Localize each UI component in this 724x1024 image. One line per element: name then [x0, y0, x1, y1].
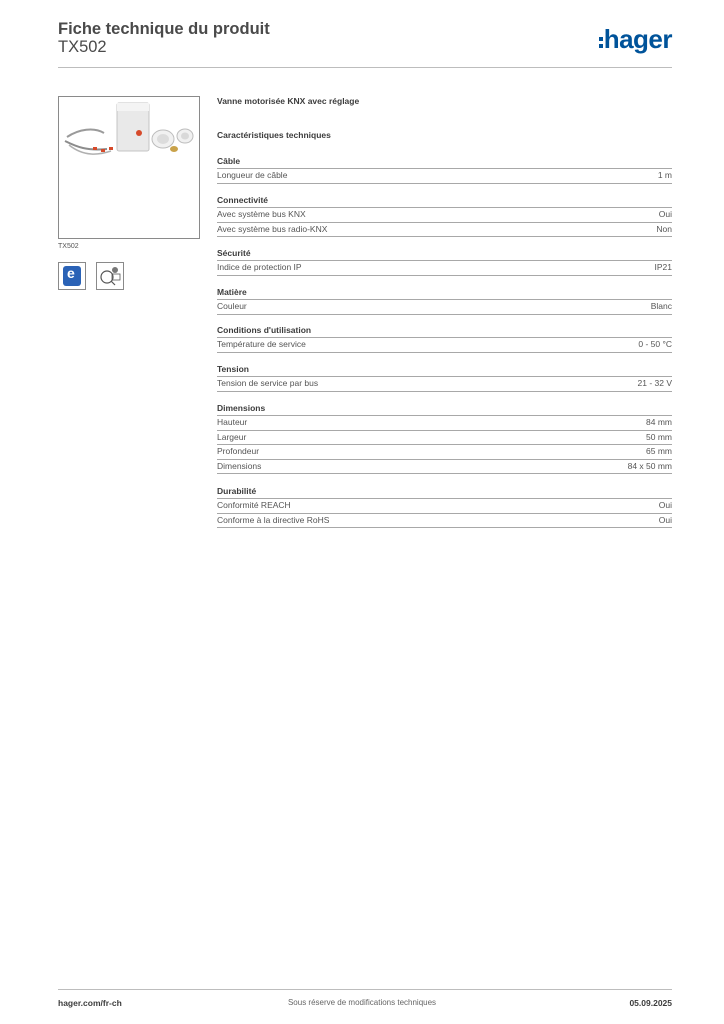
spec-group-divider: [217, 236, 672, 237]
logo-text: hager: [603, 24, 672, 54]
spec-row: [217, 513, 672, 527]
image-caption: TX502: [58, 243, 79, 250]
spec-value: Oui: [658, 209, 672, 219]
spec-value: 65 mm: [646, 446, 672, 456]
spec-label: Hauteur: [217, 417, 248, 427]
spec-label: Tension de service par bus: [217, 378, 319, 388]
spec-row: [217, 498, 672, 512]
service-tool-badge: [96, 262, 124, 290]
spec-label: Conformité REACH: [217, 500, 291, 510]
document-title: Fiche technique du produit: [58, 20, 270, 38]
spec-group-divider: [217, 527, 672, 528]
spec-label: Dimensions: [217, 460, 262, 471]
spec-group-title: Dimensions: [217, 403, 266, 413]
spec-value: 0 - 50 °C: [638, 339, 672, 349]
spec-row: [217, 415, 672, 429]
header-divider: [58, 67, 672, 68]
spec-value: Blanc: [650, 301, 672, 311]
valve-actuator-icon: [59, 97, 199, 238]
spec-row: [217, 430, 672, 444]
product-description: Vanne motorisée KNX avec réglage: [217, 96, 360, 106]
spec-group-title: Durabilité: [217, 486, 257, 496]
product-image: [58, 96, 200, 239]
spec-value: 21 - 32 V: [637, 378, 672, 388]
spec-value: IP21: [654, 262, 672, 272]
spec-label: Avec système bus radio-KNX: [217, 223, 328, 234]
spec-value: 84 x 50 mm: [627, 460, 672, 471]
spec-group-divider: [217, 183, 672, 184]
spec-group-title: Câble: [217, 156, 241, 166]
footer-divider: [58, 989, 672, 990]
spec-row: [217, 444, 672, 458]
spec-row: [217, 168, 672, 182]
spec-group-divider: [217, 314, 672, 315]
ecodesign-icon: [63, 266, 81, 286]
spec-value: Non: [656, 223, 672, 234]
spec-group-title: Matière: [217, 287, 247, 297]
spec-group-divider: [217, 473, 672, 474]
hager-logo: [599, 26, 672, 52]
spec-row: [217, 207, 672, 221]
spec-label: Température de service: [217, 339, 306, 349]
spec-label: Avec système bus KNX: [217, 209, 306, 219]
spec-group-title: Sécurité: [217, 248, 251, 258]
spec-row: [217, 459, 672, 473]
spec-label: Longueur de câble: [217, 170, 288, 180]
service-tool-icon: [97, 263, 123, 289]
spec-label: Profondeur: [217, 446, 260, 456]
spec-row: [217, 260, 672, 274]
spec-label: Largeur: [217, 431, 247, 442]
spec-value: 50 mm: [646, 431, 672, 442]
spec-group-divider: [217, 275, 672, 276]
spec-row: [217, 222, 672, 236]
spec-value: 84 mm: [646, 417, 672, 427]
footer-date: 05.09.2025: [629, 998, 672, 1008]
product-code-title: TX502: [58, 38, 107, 56]
spec-row: [217, 376, 672, 390]
spec-group-divider: [217, 352, 672, 353]
spec-value: Oui: [658, 500, 672, 510]
footer-notice: Sous réserve de modifications techniques: [287, 998, 437, 1007]
spec-group-title: Connectivité: [217, 195, 269, 205]
spec-row: [217, 299, 672, 313]
spec-row: [217, 337, 672, 351]
footer-website: hager.com/fr-ch: [58, 998, 122, 1008]
spec-group-divider: [217, 391, 672, 392]
ecodesign-badge: [58, 262, 86, 290]
spec-value: 1 m: [657, 170, 672, 180]
spec-group-title: Conditions d'utilisation: [217, 325, 312, 335]
logo-dots-icon: [599, 32, 603, 48]
specs-heading: Caractéristiques techniques: [217, 130, 331, 140]
spec-group-title: Tension: [217, 364, 249, 374]
spec-value: Oui: [658, 514, 672, 525]
spec-label: Conforme à la directive RoHS: [217, 514, 330, 525]
spec-label: Indice de protection IP: [217, 262, 302, 272]
spec-label: Couleur: [217, 301, 247, 311]
